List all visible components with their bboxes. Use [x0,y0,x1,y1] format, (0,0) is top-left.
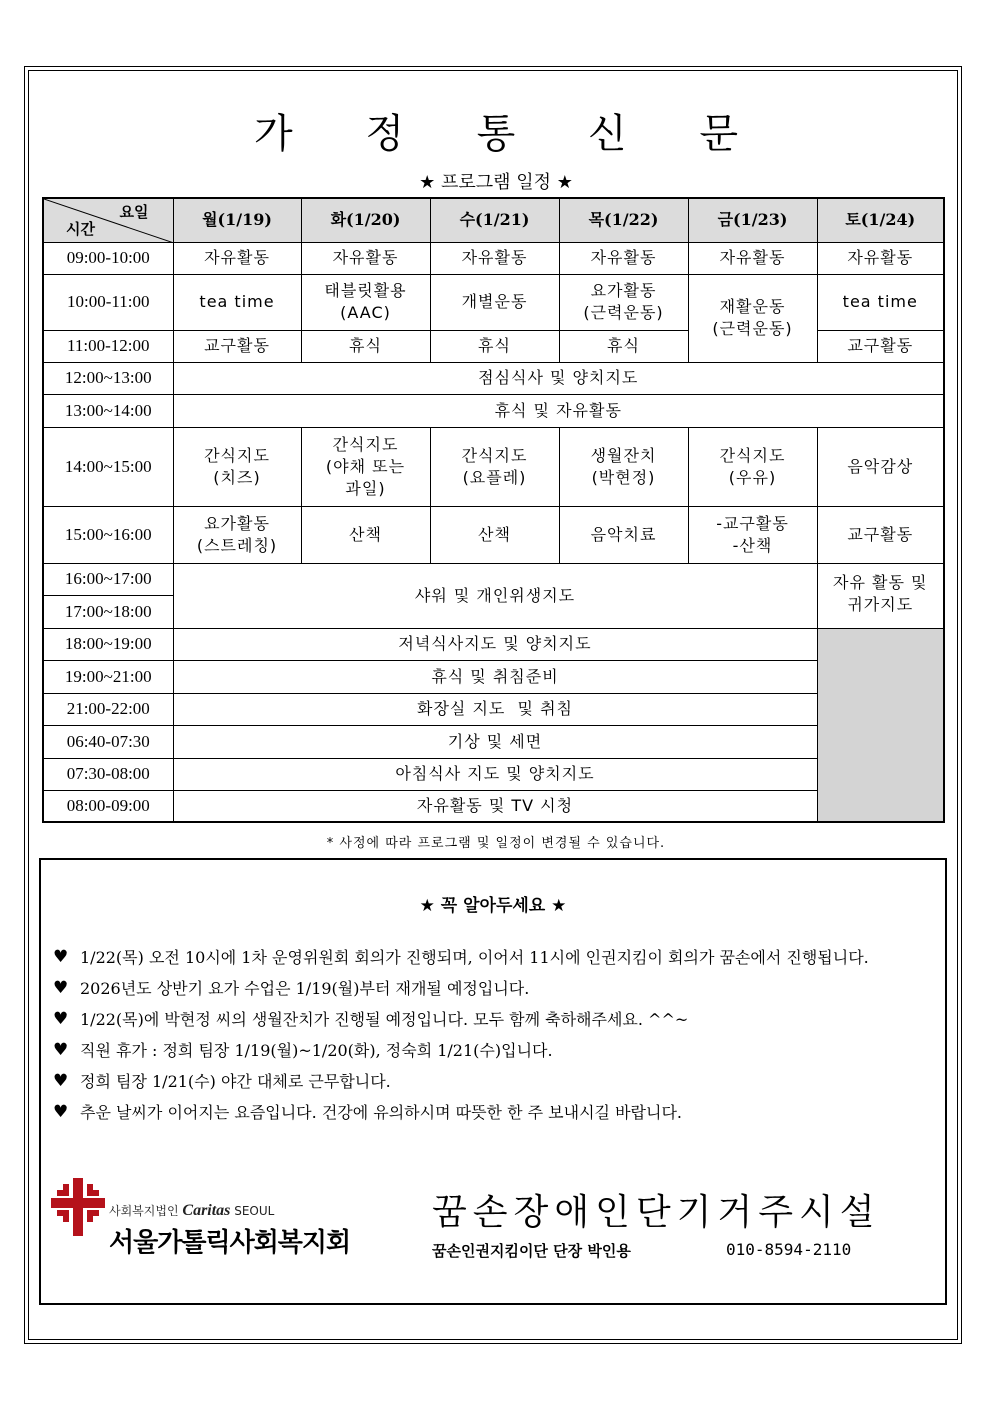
schedule-cell: 자유활동 [430,242,559,274]
cell-line: 귀가지도 [847,594,914,614]
time-cell: 21:00-22:00 [43,693,173,725]
schedule-cell: 화장실 지도 및 취침 [173,693,817,725]
seoul-wordmark: SEOUL [234,1204,275,1218]
facility-phone: 010-8594-2110 [726,1240,852,1259]
time-cell: 09:00-10:00 [43,242,173,274]
org-prefix: 사회복지법인 [109,1204,179,1218]
cell-line: (AAC) [340,303,391,322]
cell-line: -교구활동 [716,513,789,533]
time-cell: 07:30-08:00 [43,758,173,790]
table-row [43,758,944,790]
time-cell: 11:00-12:00 [43,330,173,362]
schedule-cell: 음악감상 [817,427,944,506]
facility-name: 꿈손장애인단기거주시설 [432,1192,881,1233]
schedule-cell: 교구활동 [817,506,944,563]
table-header-row [43,198,944,242]
day-header: 수(1/21) [430,198,559,242]
time-cell: 19:00~21:00 [43,660,173,693]
heart-icon: ♥ [53,1009,69,1029]
notice-text: 직원 휴가 : 정희 팀장 1/19(월)~1/20(화), 정숙희 1/21(수)입니다. [80,1041,553,1060]
table-row [43,362,944,394]
cell-line: 자유 활동 및 [833,572,928,592]
schedule-cell: 기상 및 세면 [173,725,817,758]
schedule-cell [301,427,430,506]
schedule-cell: 교구활동 [173,330,301,362]
schedule-cell: tea time [817,274,944,330]
org-name: 서울가톨릭사회복지회 [109,1228,351,1258]
schedule-cell: 저녁식사지도 및 양치지도 [173,628,817,660]
heart-icon: ♥ [53,978,69,998]
cell-line: 생월잔치 [590,445,657,465]
table-row [43,242,944,274]
schedule-cell: 휴식 및 취침준비 [173,660,817,693]
table-row [43,628,944,660]
schedule-cell: tea time [173,274,301,330]
time-cell: 16:00~17:00 [43,563,173,595]
day-header: 목(1/22) [559,198,688,242]
notice-list [53,942,933,1128]
schedule-cell: 자유활동 [301,242,430,274]
day-header: 화(1/20) [301,198,430,242]
table-row [43,790,944,822]
notice-text: 1/22(목) 오전 10시에 1차 운영위원회 회의가 진행되며, 이어서 11시에 인권지킴이 회의가 꿈손에서 진행됩니다. [80,948,869,967]
schedule-cell: 자유활동 [559,242,688,274]
list-item [53,1035,933,1066]
cell-line: (박현정) [591,467,656,487]
schedule-cell: 교구활동 [817,330,944,362]
cell-line: (치즈) [213,467,261,487]
org-subtitle [109,1202,274,1220]
schedule-cell: 휴식 [559,330,688,362]
list-item [53,1004,933,1035]
notice-title: ★ 꼭 알아두세요 ★ [419,896,567,916]
schedule-cell: 점심식사 및 양치지도 [173,362,944,394]
schedule-cell [559,427,688,506]
cell-line: 요가활동 [204,513,270,533]
schedule-cell [559,274,688,330]
schedule-cell: 자유활동 [173,242,301,274]
day-header: 금(1/23) [688,198,817,242]
day-header: 월(1/19) [173,198,301,242]
notice-text: 정희 팀장 1/21(수) 야간 대체로 근무합니다. [80,1072,391,1091]
time-cell: 13:00~14:00 [43,394,173,427]
schedule-cell: 휴식 [301,330,430,362]
schedule-cell: 산책 [430,506,559,563]
schedule-note: * 사정에 따라 프로그램 및 일정이 변경될 수 있습니다. [326,836,666,851]
cell-line: (근력운동) [712,319,793,338]
cell-line: 과일) [345,478,386,498]
cell-line: (근력운동) [583,303,664,322]
schedule-cell [688,427,817,506]
schedule-cell [430,427,559,506]
schedule-cell: 휴식 및 자유활동 [173,394,944,427]
time-cell: 12:00~13:00 [43,362,173,394]
table-row [43,506,944,563]
shaded-cell [817,628,944,822]
schedule-table [42,197,945,823]
day-header: 토(1/24) [817,198,944,242]
cell-line: 간식지도 [332,434,399,454]
heart-icon: ♥ [53,1040,69,1060]
table-row [43,693,944,725]
cell-line: (야채 또는 [325,456,406,476]
cell-line: 요가활동 [590,281,657,300]
cell-line: (요플레) [462,467,527,487]
cell-line: 간식지도 [461,445,528,465]
table-row [43,660,944,693]
schedule-cell: 자유활동 [688,242,817,274]
schedule-cell [817,563,944,628]
caritas-wordmark: Caritas [182,1202,231,1219]
time-cell: 06:40-07:30 [43,725,173,758]
schedule-cell: 자유활동 및 TV 시청 [173,790,817,822]
schedule-cell [173,506,301,563]
list-item [53,1097,933,1128]
table-row [43,563,944,595]
heart-icon: ♥ [53,947,69,967]
cell-line: 태블릿활용 [324,281,407,300]
time-cell: 14:00~15:00 [43,427,173,506]
schedule-cell: 개별운동 [430,274,559,330]
table-row [43,725,944,758]
cell-line: 재활운동 [719,297,786,316]
cell-line: (우유) [728,467,777,487]
cell-line: 간식지도 [719,445,786,465]
notice-text: 추운 날씨가 이어지는 요즘입니다. 건강에 유의하시며 따뜻한 한 주 보내시길 바랍니다. [80,1103,682,1122]
caritas-cross-icon [49,1176,107,1238]
schedule-cell [173,427,301,506]
corner-time-label: 시간 [66,219,95,238]
cell-line: -산책 [732,535,773,555]
schedule-cell: 자유활동 [817,242,944,274]
time-cell: 15:00~16:00 [43,506,173,563]
table-row [43,427,944,506]
time-cell: 17:00~18:00 [43,595,173,628]
schedule-cell: 샤워 및 개인위생지도 [173,563,817,628]
schedule-cell [688,274,817,362]
corner-day-label: 요일 [119,203,149,221]
heart-icon: ♥ [53,1102,69,1122]
cell-line: (스트레칭) [196,535,278,555]
notice-text: 1/22(목)에 박현정 씨의 생월잔치가 진행될 예정입니다. 모두 함께 축하해주세요. ^^~ [80,1010,689,1029]
table-row [43,394,944,427]
cell-line: 간식지도 [204,445,270,465]
diagonal-line [44,199,174,243]
schedule-cell [688,506,817,563]
schedule-cell [301,274,430,330]
schedule-cell: 산책 [301,506,430,563]
list-item [53,973,933,1004]
time-cell: 18:00~19:00 [43,628,173,660]
caritas-logo [49,1176,359,1262]
time-cell: 10:00-11:00 [43,274,173,330]
heart-icon: ♥ [53,1071,69,1091]
schedule-cell: 휴식 [430,330,559,362]
schedule-cell: 음악치료 [559,506,688,563]
corner-cell [43,198,173,242]
list-item [53,1066,933,1097]
page-title: 가 정 통 신 문 [253,111,769,157]
facility-contact: 꿈손인권지킴이단 단장 박인용 [432,1242,631,1260]
time-cell: 08:00-09:00 [43,790,173,822]
list-item [53,942,933,973]
schedule-subtitle: ★ 프로그램 일정 ★ [419,172,573,193]
table-row [43,274,944,330]
schedule-cell: 아침식사 지도 및 양치지도 [173,758,817,790]
notice-text: 2026년도 상반기 요가 수업은 1/19(월)부터 재개될 예정입니다. [80,979,530,998]
